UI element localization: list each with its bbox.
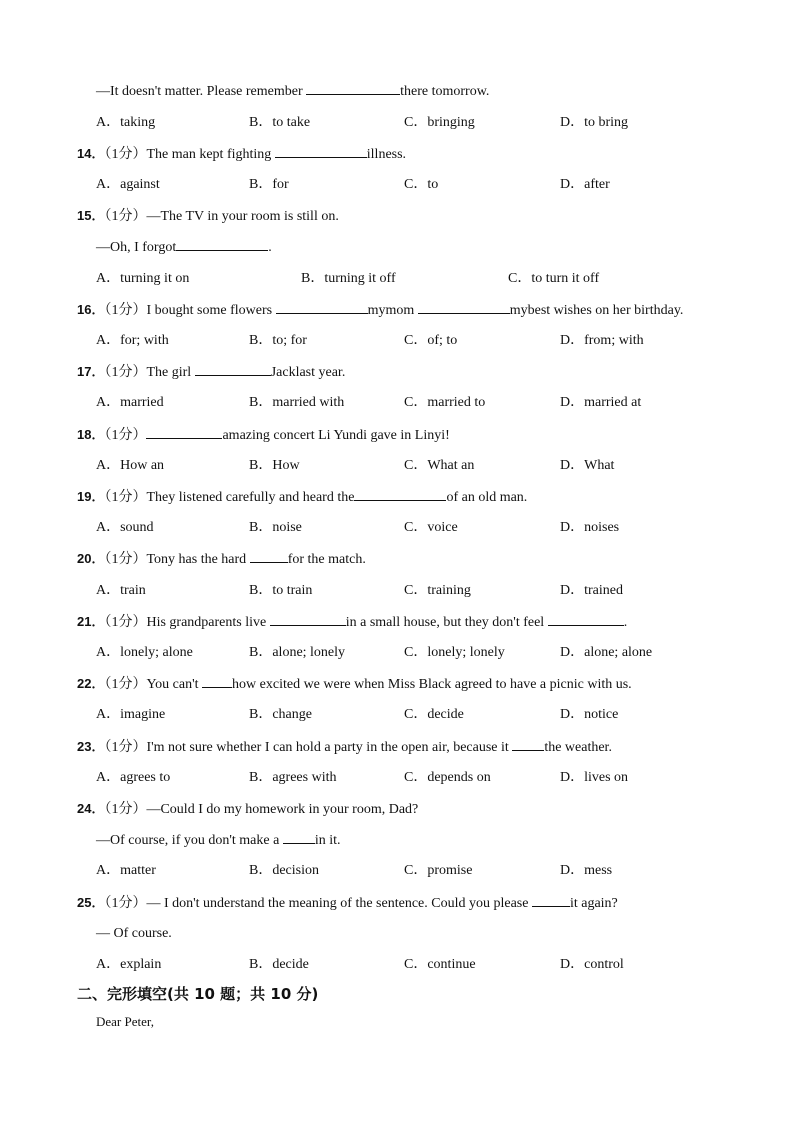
q18-blank [146, 426, 222, 439]
q22-number: 22． [77, 676, 105, 691]
q20-text-before: Tony has the hard [146, 552, 247, 567]
q24-stem [77, 800, 418, 819]
q20-text-after: for the match. [287, 552, 366, 567]
q16-text-part3: mybest wishes on her birthday. [509, 303, 684, 318]
q14-blank [275, 145, 367, 158]
q21-option-d: D．alone; alone [560, 645, 653, 660]
q16-text-part2: mymom [367, 303, 415, 318]
q25-text-before: — I don't understand the meaning of the sentence. Could you please [146, 896, 529, 911]
q15-blank [176, 238, 268, 251]
q13-option-a: A．taking [96, 115, 156, 130]
q25-stem [77, 894, 618, 913]
q25-number: 25． [77, 895, 105, 910]
q23-option-b: B．agrees with [249, 770, 337, 785]
q25-option-d: D．control [560, 957, 624, 972]
q25-option-b: B．decide [249, 957, 309, 972]
q23-option-a: A．agrees to [96, 770, 171, 785]
q24-text: —Could I do my homework in your room, Dad? [146, 802, 419, 817]
q20-stem [77, 550, 366, 569]
q22-stem [77, 675, 632, 694]
q22-option-a: A．imagine [96, 707, 166, 722]
q24-number: 24． [77, 801, 105, 816]
q22-blank [202, 675, 232, 688]
q14-option-b: B．for [249, 177, 289, 192]
q15-text: —The TV in your room is still on. [146, 209, 339, 224]
q15-text-after: . [268, 240, 272, 255]
q18-option-c: C．What an [404, 458, 475, 473]
q25-dialog-line: — Of course. [96, 926, 172, 941]
q19-blank [354, 488, 446, 501]
q23-blank [512, 738, 544, 751]
q13-option-d: D．to bring [560, 115, 629, 130]
q20-score: （1分） [104, 552, 147, 567]
q14-option-c: C．to [404, 177, 439, 192]
q21-option-a: A．lonely; alone [96, 645, 193, 660]
q24-score: （1分） [104, 802, 147, 817]
q17-number: 17． [77, 364, 105, 379]
q14-text-after: illness. [366, 147, 407, 162]
q16-blank-1 [276, 301, 368, 314]
q16-number: 16． [77, 302, 105, 317]
q21-text-before: His grandparents live [146, 615, 267, 630]
q19-text-after: of an old man. [446, 490, 528, 505]
q14-text-before: The man kept fighting [146, 147, 272, 162]
q25-blank [532, 894, 570, 907]
q25-text-after: it again? [569, 896, 618, 911]
q15-number: 15． [77, 208, 105, 223]
q14-option-d: D．after [560, 177, 610, 192]
q23-option-c: C．depends on [404, 770, 491, 785]
q18-option-a: A．How an [96, 458, 165, 473]
q21-option-c: C．lonely; lonely [404, 645, 505, 660]
q18-score: （1分） [104, 428, 147, 443]
q16-score: （1分） [104, 303, 147, 318]
q19-option-d: D．noises [560, 520, 620, 535]
q18-option-d: D．What [560, 458, 615, 473]
q21-stem [77, 613, 627, 632]
q16-option-c: C．of; to [404, 333, 458, 348]
q15-option-b: B．turning it off [301, 271, 396, 286]
q16-option-a: A．for; with [96, 333, 169, 348]
q15-score: （1分） [104, 209, 147, 224]
q14-score: （1分） [104, 147, 147, 162]
q24-option-a: A．matter [96, 863, 156, 878]
q24-text-after: in it. [314, 833, 341, 848]
q19-score: （1分） [104, 490, 147, 505]
q17-text-before: The girl [146, 365, 192, 380]
section-2-title: 二、完形填空(共 10 题；共 10 分) [77, 985, 319, 1003]
q17-blank [195, 363, 271, 376]
q22-option-d: D．notice [560, 707, 619, 722]
q16-option-d: D．from; with [560, 333, 644, 348]
q17-option-d: D．married at [560, 395, 642, 410]
q21-blank-1 [270, 613, 346, 626]
q13-text-after: there tomorrow. [400, 84, 490, 99]
q14-number: 14． [77, 146, 105, 161]
q18-option-b: B．How [249, 458, 300, 473]
q13-blank [306, 82, 400, 95]
q23-text-before: I'm not sure whether I can hold a party in the open air, because it [146, 740, 509, 755]
q15-dialog-line [96, 238, 272, 257]
q22-option-c: C．decide [404, 707, 464, 722]
q20-option-b: B．to train [249, 583, 313, 598]
q23-stem [77, 738, 612, 757]
q21-text-mid: in a small house, but they don't feel [345, 615, 545, 630]
q21-blank-2 [548, 613, 624, 626]
q19-number: 19． [77, 489, 105, 504]
q20-number: 20． [77, 551, 105, 566]
q19-stem [77, 488, 527, 507]
q13-dialog-line [96, 82, 489, 101]
q21-number: 21． [77, 614, 105, 629]
q17-text-after: Jacklast year. [270, 365, 346, 380]
q22-score: （1分） [104, 677, 147, 692]
q18-stem [77, 426, 450, 445]
q24-option-c: C．promise [404, 863, 473, 878]
q25-option-a: A．explain [96, 957, 162, 972]
q17-option-a: A．married [96, 395, 164, 410]
q19-text-before: They listened carefully and heard the [146, 490, 355, 505]
q18-number: 18． [77, 427, 105, 442]
letter-greeting: Dear Peter, [96, 1014, 154, 1029]
q17-option-b: B．married with [249, 395, 345, 410]
q13-text-before: —It doesn't matter. Please remember [96, 84, 303, 99]
q21-option-b: B．alone; lonely [249, 645, 346, 660]
q24-option-d: D．mess [560, 863, 613, 878]
q25-score: （1分） [104, 896, 147, 911]
q16-option-b: B．to; for [249, 333, 307, 348]
q20-blank [250, 550, 288, 563]
q15-stem [77, 207, 339, 226]
q23-text-after: the weather. [544, 740, 612, 755]
q23-option-d: D．lives on [560, 770, 629, 785]
q23-number: 23． [77, 739, 105, 754]
q14-stem [77, 145, 406, 164]
q19-option-b: B．noise [249, 520, 302, 535]
q13-option-c: C．bringing [404, 115, 475, 130]
q24-blank [283, 831, 315, 844]
q15-option-c: C．to turn it off [508, 271, 600, 286]
q21-score: （1分） [104, 615, 147, 630]
q24-option-b: B．decision [249, 863, 319, 878]
q24-text-before: —Of course, if you don't make a [96, 833, 280, 848]
q23-score: （1分） [104, 740, 147, 755]
q17-score: （1分） [104, 365, 147, 380]
q18-text-after: amazing concert Li Yundi gave in Linyi! [222, 428, 450, 443]
q20-option-d: D．trained [560, 583, 623, 598]
q15-option-a: A．turning it on [96, 271, 190, 286]
q21-text-after: . [623, 615, 628, 630]
q22-text-before: You can't [146, 677, 199, 692]
q22-option-b: B．change [249, 707, 312, 722]
q16-blank-2 [418, 301, 510, 314]
q16-text-part1: I bought some flowers [146, 303, 273, 318]
q20-option-a: A．train [96, 583, 146, 598]
q14-option-a: A．against [96, 177, 160, 192]
q19-option-a: A．sound [96, 520, 154, 535]
q13-option-b: B．to take [249, 115, 311, 130]
q20-option-c: C．training [404, 583, 471, 598]
q24-dialog-line [96, 831, 340, 850]
q25-option-c: C．continue [404, 957, 476, 972]
q19-option-c: C．voice [404, 520, 458, 535]
q22-text-after: how excited we were when Miss Black agreed to have a picnic with us. [232, 677, 632, 692]
q17-option-c: C．married to [404, 395, 486, 410]
q16-stem [77, 301, 683, 320]
q15-text-before: —Oh, I forgot [96, 240, 177, 255]
q17-stem [77, 363, 345, 382]
